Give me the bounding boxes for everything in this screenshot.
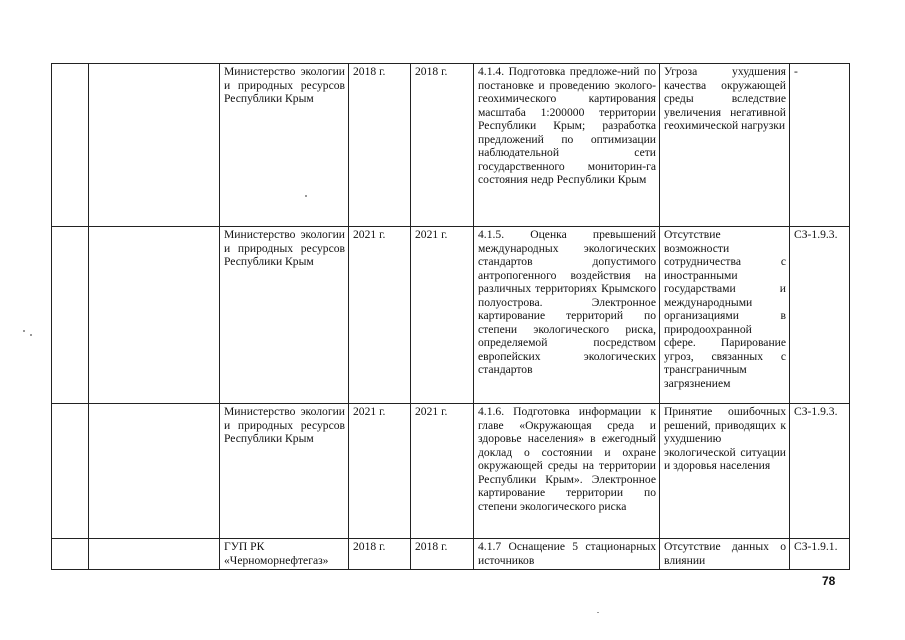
executor-cell: ГУП РК «Черноморнефтегаз» (220, 539, 349, 570)
table-row (52, 404, 850, 539)
start-year-cell: 2021 г. (349, 227, 411, 404)
executor-cell: Министерство экологии и природных ресурсов Республики Крым (220, 227, 349, 404)
row-number-cell (52, 539, 89, 570)
risk-cell: Угроза ухудшения качества окружающей среды вследствие увеличения негативной геохимической нагрузки (660, 64, 790, 227)
goal-cell (89, 227, 220, 404)
start-year-cell: 2018 г. (349, 539, 411, 570)
scan-speck (305, 195, 307, 197)
end-year-cell: 2018 г. (411, 539, 474, 570)
plan-table (51, 63, 850, 570)
goal-cell (89, 539, 220, 570)
scan-speck (23, 330, 25, 332)
executor-cell: Министерство экологии и природных ресурсов Республики Крым (220, 64, 349, 227)
risk-cell: Принятие ошибочных решений, приводящих к ухудшению экологической ситуации и здоровья населения (660, 404, 790, 539)
row-number-cell (52, 64, 89, 227)
scan-speck (30, 334, 32, 336)
end-year-cell: 2021 г. (411, 404, 474, 539)
start-year-cell: 2021 г. (349, 404, 411, 539)
risk-cell: Отсутствие данных о влиянии (660, 539, 790, 570)
activity-cell: 4.1.7 Оснащение 5 стационарных источников (474, 539, 660, 570)
risk-cell: Отсутствие возможности сотрудничества с иностранными государствами и международными организациями в природоохранной сфере. Парирование угроз, связанных с трансграничным загрязнением (660, 227, 790, 404)
reference-cell: СЗ-1.9.1. (790, 539, 850, 570)
end-year-cell: 2018 г. (411, 64, 474, 227)
reference-cell: - (790, 64, 850, 227)
goal-cell (89, 64, 220, 227)
end-year-cell: 2021 г. (411, 227, 474, 404)
row-number-cell (52, 404, 89, 539)
scan-speck (597, 612, 599, 613)
page-number: 78 (822, 574, 836, 588)
reference-cell: СЗ-1.9.3. (790, 227, 850, 404)
table-row (52, 539, 850, 570)
goal-cell (89, 404, 220, 539)
start-year-cell: 2018 г. (349, 64, 411, 227)
row-number-cell (52, 227, 89, 404)
activity-cell: 4.1.5. Оценка превышений международных экологических стандартов допустимого антропогенного воздействия на различных территориях Крымского полуострова. Электронное картирование территорий по степени экологического риска, определяемой посредством европейских экологических стандартов (474, 227, 660, 404)
reference-cell: СЗ-1.9.3. (790, 404, 850, 539)
executor-cell: Министерство экологии и природных ресурсов Республики Крым (220, 404, 349, 539)
activity-cell: 4.1.6. Подготовка информации к главе «Окружающая среда и здоровье населения» в ежегодный доклад о состоянии и охране окружающей среды на территории Республики Крым». Электронное картирование территории по степени экологического риска (474, 404, 660, 539)
activity-cell: 4.1.4. Подготовка предложе-ний по постановке и проведению эколого-геохимического картирования масштаба 1:200000 территории Республики Крым; разработка предложений по оптимизации наблюдательной сети государственного мониторин-га состояния недр Республики Крым (474, 64, 660, 227)
table-row (52, 227, 850, 404)
table-row (52, 64, 850, 227)
